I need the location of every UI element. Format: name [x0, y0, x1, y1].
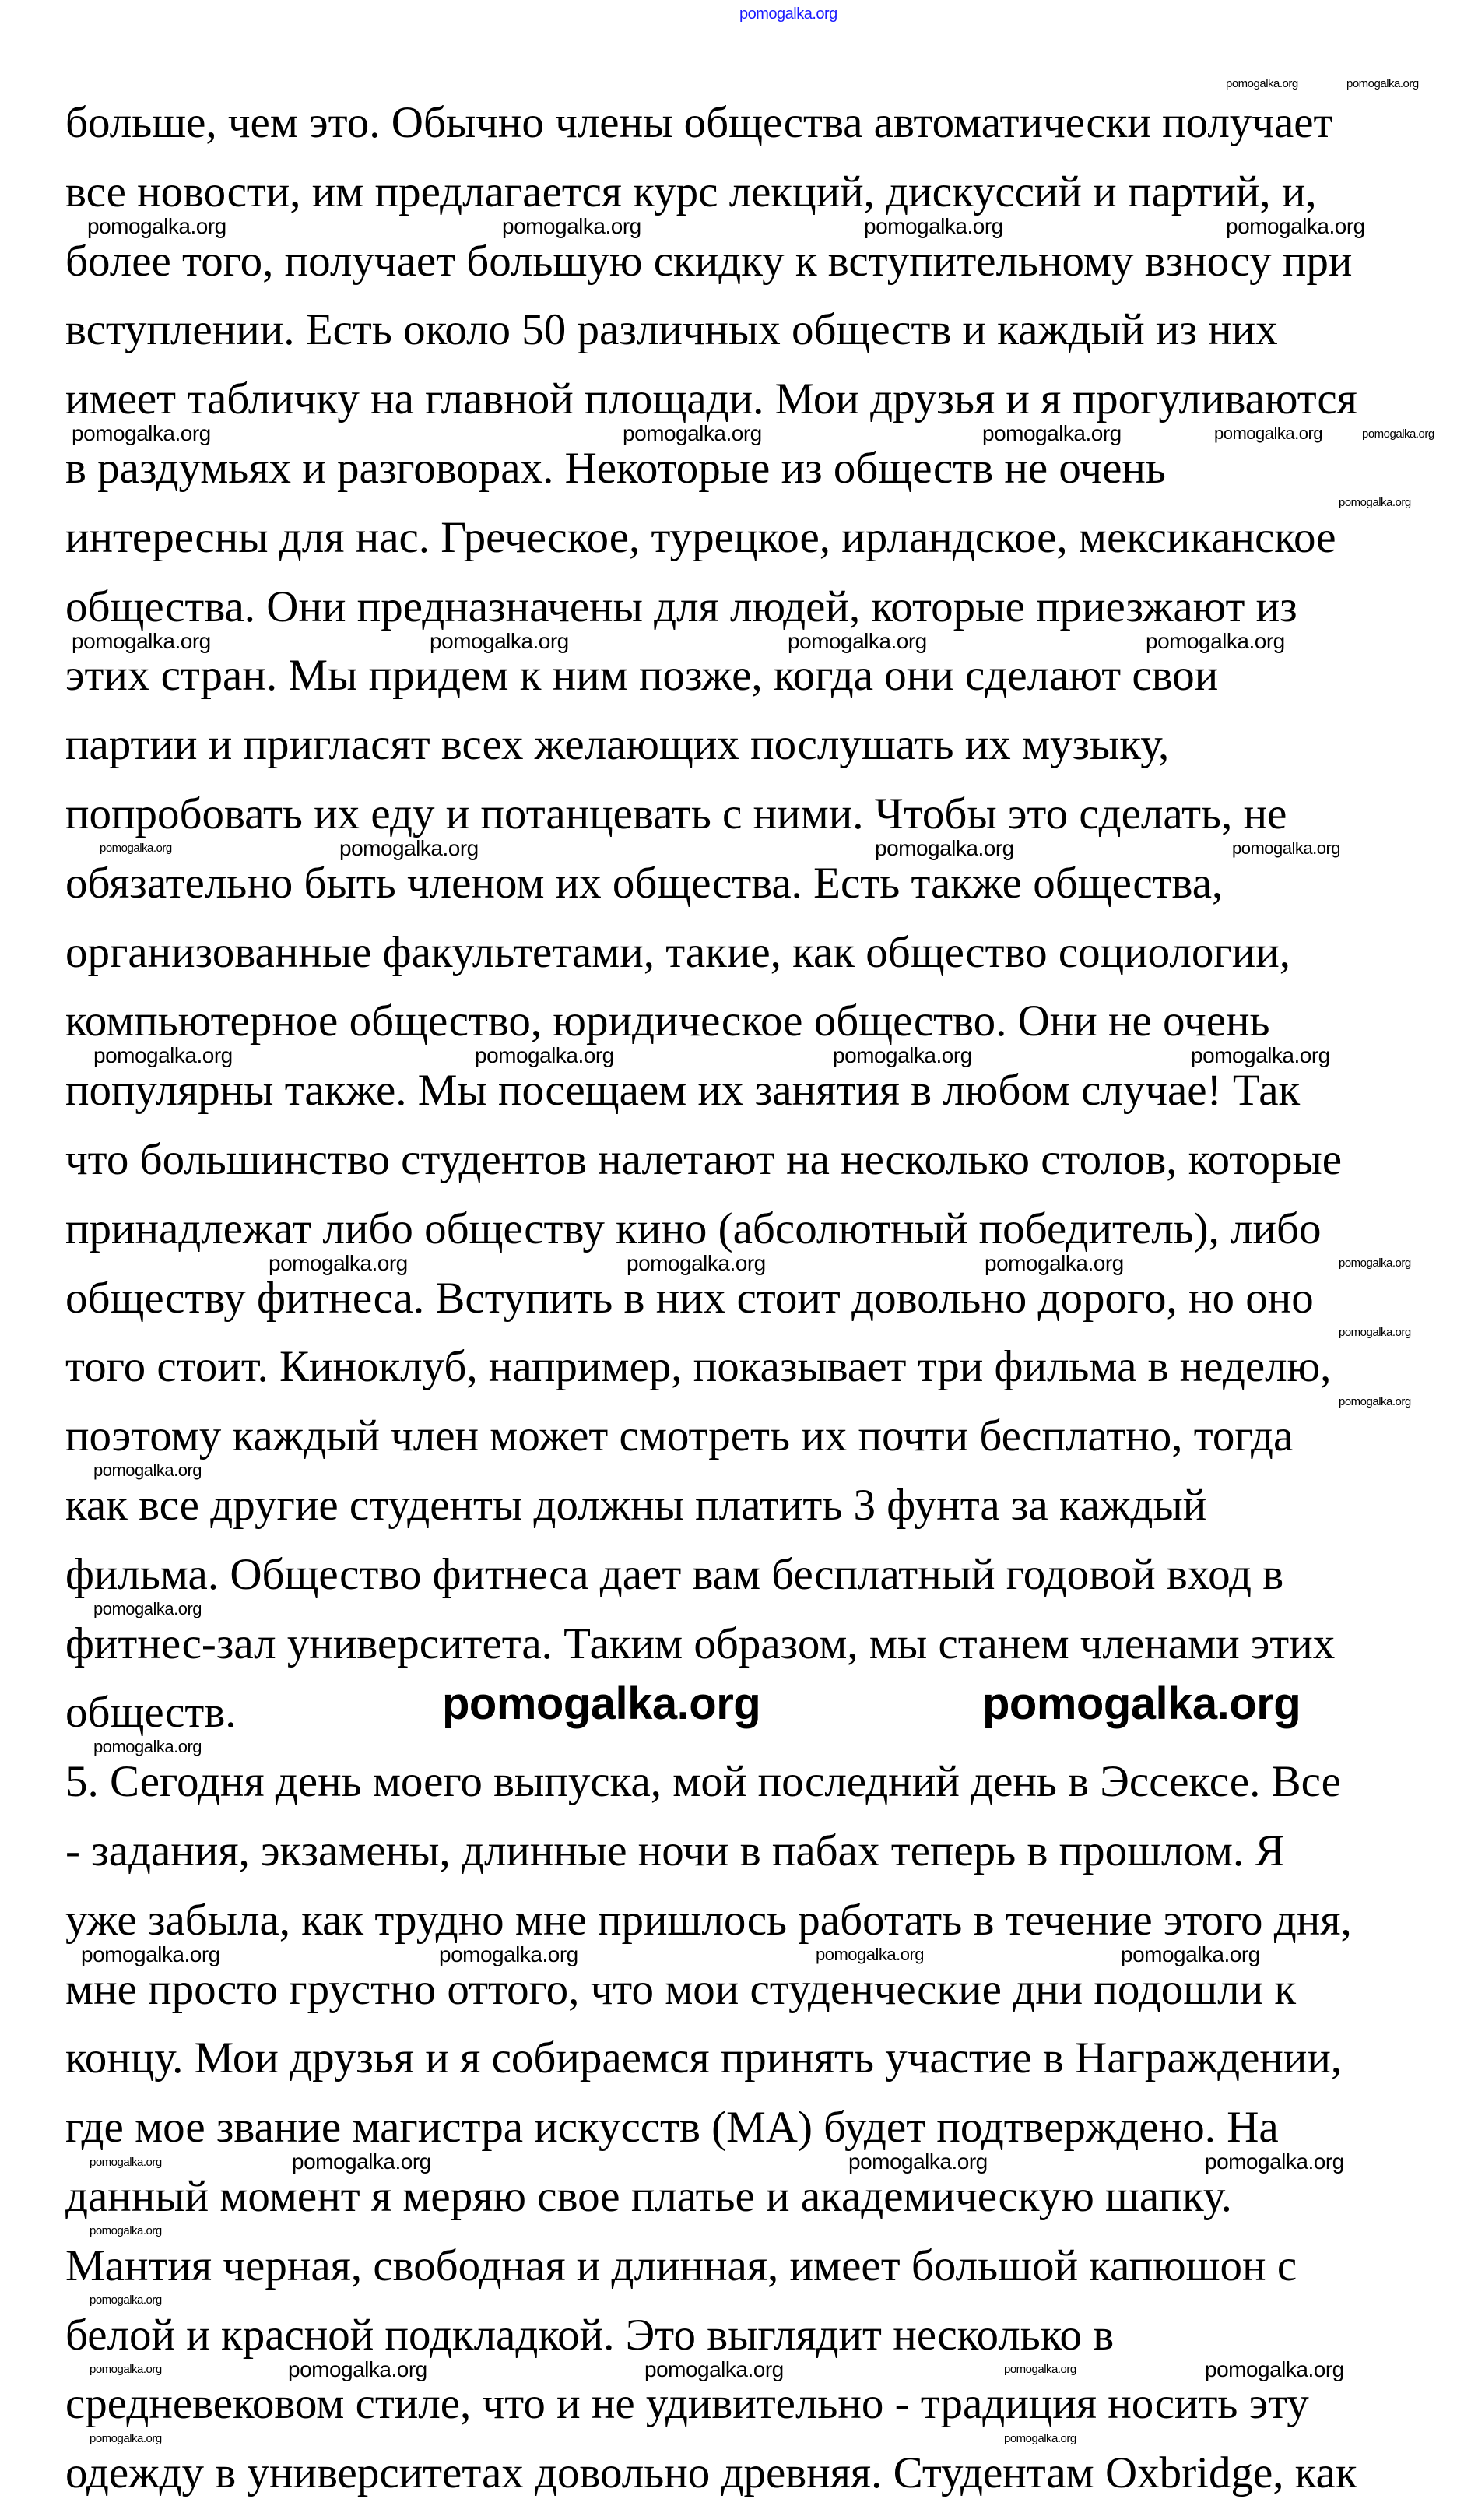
- text-line: данный момент я меряю свое платье и академическую шапку.: [65, 2171, 1232, 2221]
- watermark: pomogalka.org: [1205, 2149, 1344, 2174]
- watermark: pomogalka.org: [875, 836, 1014, 860]
- watermark: pomogalka.org: [1226, 214, 1365, 238]
- watermark: pomogalka.org: [439, 1942, 578, 1966]
- watermark: pomogalka.org: [982, 421, 1122, 445]
- watermark: pomogalka.org: [1339, 496, 1411, 509]
- text-line: - задания, экзамены, длинные ночи в пабах теперь в прошлом. Я: [65, 1826, 1285, 1875]
- watermark: pomogalka.org: [430, 629, 569, 653]
- text-line: где мое звание магистра искусств (МА) будет подтверждено. На: [65, 2103, 1279, 2153]
- watermark: pomogalka.org: [1004, 2363, 1076, 2376]
- watermark: pomogalka.org: [339, 836, 479, 860]
- text-line: вступлении. Есть около 50 различных обществ и каждый из них: [65, 305, 1278, 355]
- text-line: того стоит. Киноклуб, например, показывает три фильма в неделю,: [65, 1342, 1332, 1392]
- text-line: белой и красной подкладкой. Это выглядит несколько в: [65, 2310, 1115, 2360]
- watermark: pomogalka.org: [90, 2224, 162, 2237]
- watermark: pomogalka.org: [90, 2432, 162, 2445]
- text-line: принадлежат либо обществу кино (абсолютный победитель), либо: [65, 1204, 1322, 1253]
- watermark: pomogalka.org: [1339, 1395, 1411, 1408]
- watermark: pomogalka.org: [90, 2156, 162, 2169]
- watermark: pomogalka.org: [1191, 1043, 1330, 1067]
- watermark: pomogalka.org: [739, 5, 837, 23]
- watermark: pomogalka.org: [1346, 77, 1419, 90]
- text-line: организованные факультетами, такие, как общество социологии,: [65, 927, 1290, 977]
- text-line: одежду в университетах довольно древняя. Студентам Oxbridge, как: [65, 2448, 1357, 2498]
- watermark: pomogalka.org: [72, 421, 211, 445]
- text-line: партии и пригласят всех желающих послушать их музыку,: [65, 720, 1170, 770]
- text-line: Мантия черная, свободная и длинная, имеет большой капюшон с: [65, 2241, 1297, 2290]
- watermark: pomogalka.org: [1004, 2432, 1076, 2445]
- watermark: pomogalka.org: [627, 1251, 766, 1275]
- watermark: pomogalka.org: [100, 842, 172, 855]
- watermark: pomogalka.org: [1339, 1326, 1411, 1339]
- text-line: популярны также. Мы посещаем их занятия в любом случае! Так: [65, 1066, 1301, 1116]
- text-line: уже забыла, как трудно мне пришлось работать в течение этого дня,: [65, 1895, 1352, 1945]
- watermark: pomogalka.org: [288, 2357, 427, 2381]
- watermark: pomogalka.org: [72, 629, 211, 653]
- text-line: концу. Мои друзья и я собираемся принять участие в Награждении,: [65, 2033, 1343, 2083]
- text-line: обществу фитнеса. Вступить в них стоит довольно дорого, но оно: [65, 1273, 1314, 1323]
- text-line: фитнес-зал университета. Таким образом, мы станем членами этих: [65, 1618, 1336, 1668]
- watermark: pomogalka.org: [442, 1678, 761, 1729]
- watermark: pomogalka.org: [864, 214, 1003, 238]
- watermark: pomogalka.org: [93, 1737, 202, 1756]
- watermark: pomogalka.org: [1232, 838, 1341, 858]
- text-line: компьютерное общество, юридическое общество. Они не очень: [65, 996, 1270, 1046]
- text-line: имеет табличку на главной площади. Мои друзья и я прогуливаются: [65, 374, 1357, 424]
- text-line: поэтому каждый член может смотреть их почти бесплатно, тогда: [65, 1411, 1294, 1461]
- watermark: pomogalka.org: [1339, 1256, 1411, 1270]
- watermark: pomogalka.org: [985, 1251, 1124, 1275]
- watermark: pomogalka.org: [848, 2149, 988, 2174]
- watermark: pomogalka.org: [87, 214, 226, 238]
- text-line: как все другие студенты должны платить 3 фунта за каждый: [65, 1480, 1207, 1530]
- watermark: pomogalka.org: [1121, 1942, 1260, 1966]
- watermark: pomogalka.org: [1205, 2357, 1344, 2381]
- watermark: pomogalka.org: [475, 1043, 614, 1067]
- watermark: pomogalka.org: [1214, 424, 1323, 443]
- text-line: все новости, им предлагается курс лекций, дискуссий и партий, и,: [65, 167, 1317, 216]
- watermark: pomogalka.org: [93, 1043, 233, 1067]
- watermark: pomogalka.org: [502, 214, 641, 238]
- watermark: pomogalka.org: [81, 1942, 220, 1966]
- text-line: обязательно быть членом их общества. Есть также общества,: [65, 858, 1224, 908]
- text-line: этих стран. Мы придем к ним позже, когда они сделают свои: [65, 651, 1219, 701]
- watermark: pomogalka.org: [1226, 77, 1298, 90]
- text-line: 5. Сегодня день моего выпуска, мой последний день в Эссексе. Все: [65, 1757, 1341, 1807]
- watermark: pomogalka.org: [644, 2357, 784, 2381]
- text-line: больше, чем это. Обычно члены общества автоматически получает: [65, 98, 1333, 147]
- watermark: pomogalka.org: [788, 629, 927, 653]
- text-line: попробовать их еду и потанцевать с ними. Чтобы это сделать, не: [65, 789, 1287, 838]
- text-line: мне просто грустно оттого, что мои студенческие дни подошли к: [65, 1964, 1297, 2014]
- watermark: pomogalka.org: [93, 1460, 202, 1480]
- text-line: обществ.: [65, 1688, 237, 1738]
- text-line: фильма. Общество фитнеса дает вам бесплатный годовой вход в: [65, 1549, 1284, 1599]
- text-line: общества. Они предназначены для людей, которые приезжают из: [65, 582, 1297, 631]
- watermark: pomogalka.org: [90, 2363, 162, 2376]
- watermark: pomogalka.org: [816, 1945, 925, 1964]
- text-line: в раздумьях и разговорах. Некоторые из обществ не очень: [65, 443, 1166, 493]
- text-line: более того, получает большую скидку к вступительному взносу при: [65, 236, 1353, 286]
- text-line: интересны для нас. Греческое, турецкое, ирландское, мексиканское: [65, 512, 1336, 562]
- watermark: pomogalka.org: [833, 1043, 972, 1067]
- watermark: pomogalka.org: [1146, 629, 1285, 653]
- watermark: pomogalka.org: [93, 1599, 202, 1618]
- watermark: pomogalka.org: [292, 2149, 431, 2174]
- watermark: pomogalka.org: [1362, 427, 1434, 441]
- watermark: pomogalka.org: [623, 421, 762, 445]
- text-line: средневековом стиле, что и не удивительно - традиция носить эту: [65, 2379, 1309, 2429]
- watermark: pomogalka.org: [269, 1251, 408, 1275]
- watermark: pomogalka.org: [982, 1678, 1301, 1729]
- watermark: pomogalka.org: [90, 2293, 162, 2307]
- text-line: что большинство студентов налетают на несколько столов, которые: [65, 1134, 1343, 1184]
